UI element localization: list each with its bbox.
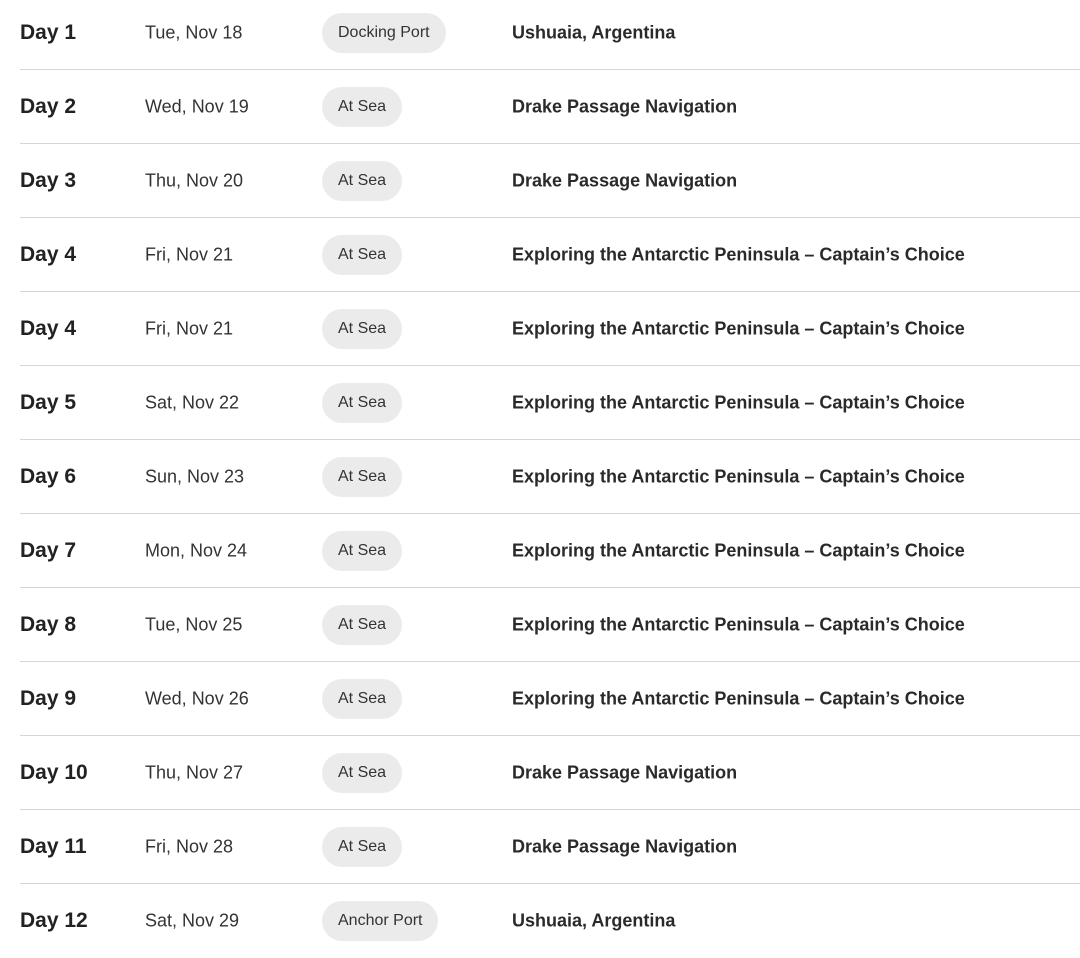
stop-type-badge: At Sea [322, 161, 402, 201]
day-number: Day 6 [20, 464, 77, 488]
destination-name: Ushuaia, Argentina [512, 22, 676, 42]
itinerary-row [20, 736, 1080, 810]
day-number: Day 2 [20, 94, 77, 118]
itinerary-row [20, 588, 1080, 662]
day-date: Mon, Nov 24 [145, 540, 248, 560]
destination-name: Exploring the Antarctic Peninsula – Captain’s Choice [512, 614, 965, 634]
destination-name: Exploring the Antarctic Peninsula – Captain’s Choice [512, 392, 965, 412]
itinerary-row [20, 218, 1080, 292]
stop-type-badge: At Sea [322, 87, 402, 127]
destination-name: Ushuaia, Argentina [512, 910, 676, 931]
day-date: Fri, Nov 28 [145, 836, 234, 856]
day-number: Day 9 [20, 686, 77, 710]
destination-name: Exploring the Antarctic Peninsula – Captain’s Choice [512, 688, 965, 708]
day-number: Day 10 [20, 760, 88, 784]
stop-type-badge: At Sea [322, 827, 402, 867]
destination-name: Drake Passage Navigation [512, 836, 738, 856]
stop-type-badge: Anchor Port [322, 901, 438, 941]
stop-type-badge: At Sea [322, 309, 402, 349]
day-number: Day 12 [20, 909, 88, 932]
stop-type-badge: At Sea [322, 383, 402, 423]
destination-name: Drake Passage Navigation [512, 762, 738, 782]
day-date: Tue, Nov 25 [145, 614, 243, 634]
destination-name: Exploring the Antarctic Peninsula – Captain’s Choice [512, 244, 965, 264]
day-number: Day 5 [20, 390, 77, 414]
day-number: Day 1 [20, 20, 77, 44]
itinerary-row [20, 662, 1080, 736]
day-number: Day 3 [20, 168, 77, 192]
day-date: Thu, Nov 20 [145, 170, 244, 190]
destination-name: Exploring the Antarctic Peninsula – Captain’s Choice [512, 318, 965, 338]
day-date: Tue, Nov 18 [145, 22, 243, 42]
day-number: Day 4 [20, 242, 77, 266]
day-number: Day 8 [20, 612, 77, 636]
itinerary-row [20, 514, 1080, 588]
day-number: Day 11 [20, 834, 87, 858]
stop-type-badge: At Sea [322, 605, 402, 645]
day-date: Wed, Nov 19 [145, 96, 249, 116]
destination-name: Exploring the Antarctic Peninsula – Captain’s Choice [512, 540, 965, 560]
day-number: Day 7 [20, 538, 77, 562]
day-date: Fri, Nov 21 [145, 318, 234, 338]
destination-name: Drake Passage Navigation [512, 96, 738, 116]
day-date: Sat, Nov 22 [145, 392, 240, 412]
destination-name: Drake Passage Navigation [512, 170, 738, 190]
stop-type-badge: At Sea [322, 679, 402, 719]
stop-type-badge: At Sea [322, 235, 402, 275]
day-date: Wed, Nov 26 [145, 688, 249, 708]
day-number: Day 4 [20, 316, 77, 340]
day-date: Sat, Nov 29 [145, 910, 240, 931]
stop-type-badge: At Sea [322, 457, 402, 497]
stop-type-badge: At Sea [322, 531, 402, 571]
day-date: Sun, Nov 23 [145, 466, 245, 486]
itinerary-row [20, 144, 1080, 218]
itinerary-row [20, 366, 1080, 440]
itinerary-row [20, 70, 1080, 144]
day-date: Fri, Nov 21 [145, 244, 234, 264]
destination-name: Exploring the Antarctic Peninsula – Captain’s Choice [512, 466, 965, 486]
stop-type-badge: At Sea [322, 753, 402, 793]
day-date: Thu, Nov 27 [145, 762, 244, 782]
itinerary-row [20, 440, 1080, 514]
itinerary-row [20, 292, 1080, 366]
stop-type-badge: Docking Port [322, 13, 446, 53]
itinerary-row [20, 810, 1080, 884]
itinerary-row [20, 0, 1080, 70]
